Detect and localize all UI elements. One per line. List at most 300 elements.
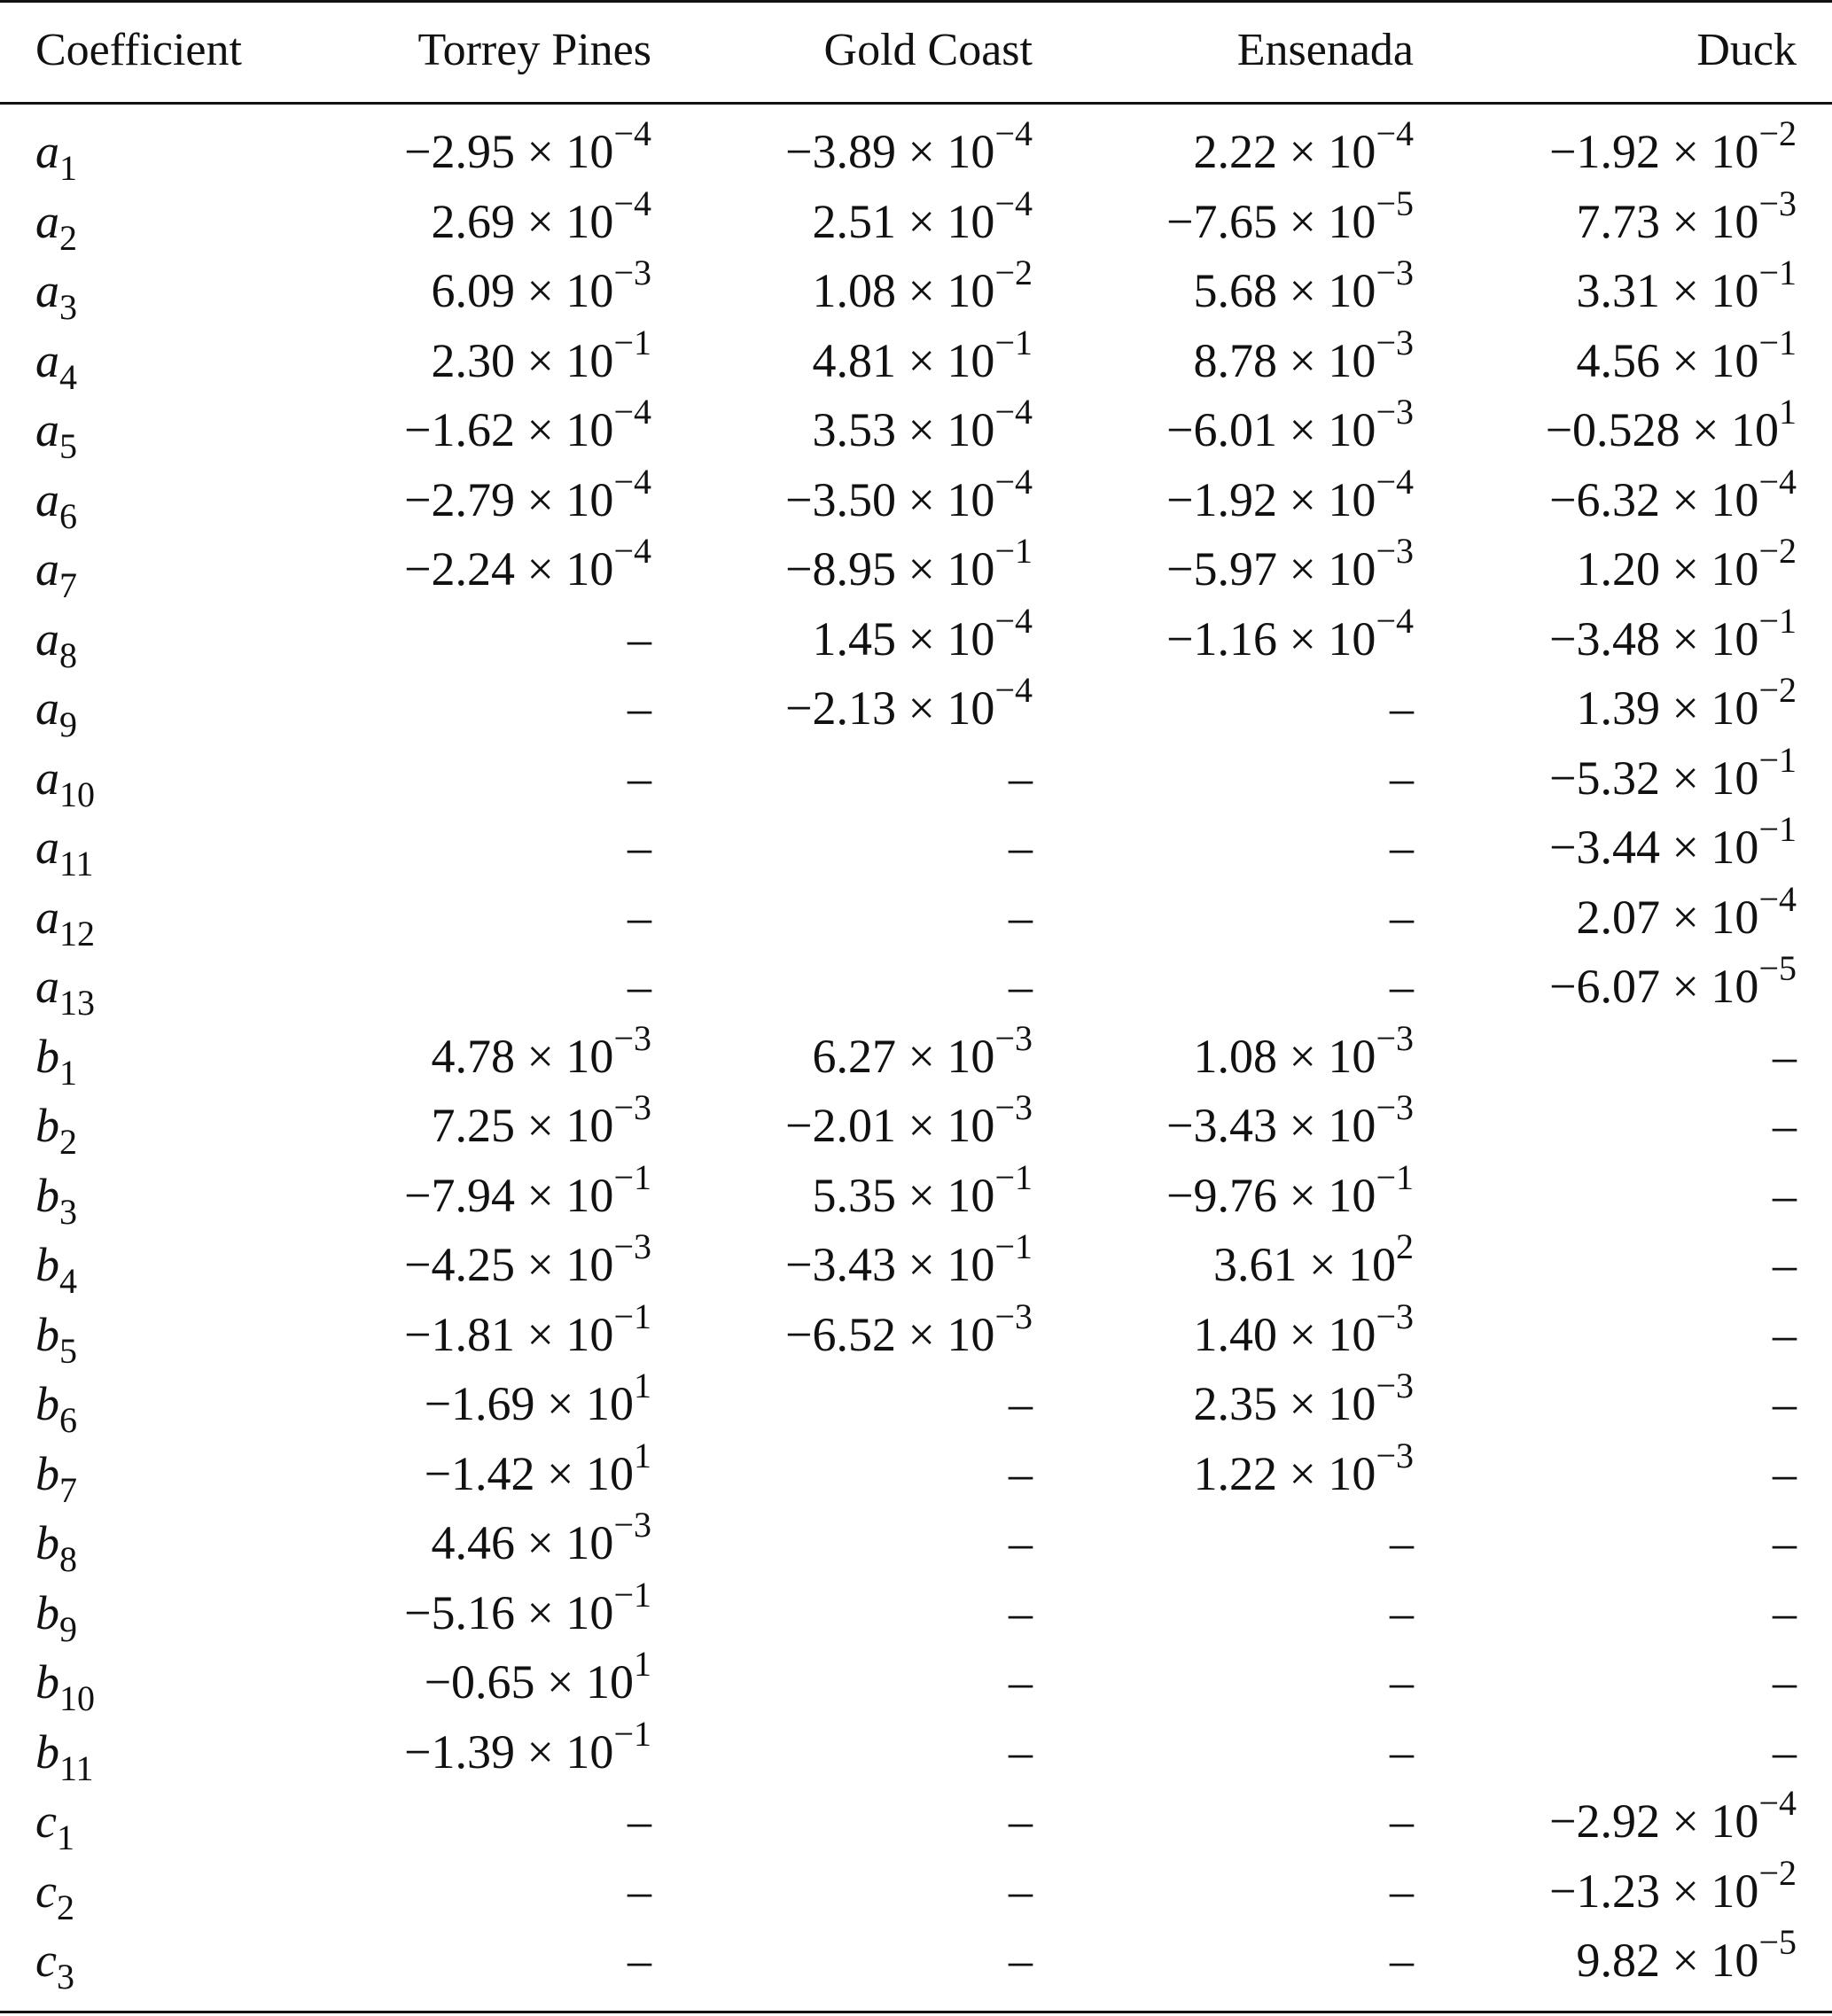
coefficient-subscript: 2 xyxy=(56,1887,74,1927)
cell-duck xyxy=(1414,1578,1832,1648)
empty-marker: – xyxy=(1390,1724,1414,1779)
exponent: −3 xyxy=(1376,1087,1414,1128)
mantissa: 1.40 xyxy=(1193,1307,1277,1361)
exponent: −5 xyxy=(1758,948,1797,989)
times-ten: × 10 xyxy=(1672,751,1759,805)
coefficient-symbol xyxy=(0,1786,301,1856)
exponent: −1 xyxy=(613,322,651,362)
cell-duck xyxy=(1414,809,1832,883)
table-row xyxy=(0,813,1832,883)
cell-gold-coast xyxy=(651,1296,1033,1370)
times-ten: × 10 xyxy=(908,1238,995,1292)
empty-marker: – xyxy=(1773,1655,1797,1709)
cell-duck xyxy=(1414,739,1832,813)
table-row xyxy=(0,1926,1832,1996)
times-ten: × 10 xyxy=(1289,1029,1376,1083)
mantissa: 7.25 xyxy=(431,1099,515,1153)
coefficient-letter: b xyxy=(35,1446,59,1500)
times-ten: × 10 xyxy=(1672,821,1759,875)
mantissa: −3.43 xyxy=(1166,1099,1277,1153)
cell-duck xyxy=(1414,1300,1832,1370)
coefficient-symbol xyxy=(0,1369,301,1439)
table-header xyxy=(0,0,1832,99)
exponent: −1 xyxy=(1758,322,1797,362)
cell-torrey-pines xyxy=(301,743,651,813)
coefficient-subscript: 12 xyxy=(59,913,95,954)
empty-marker: – xyxy=(1009,821,1033,875)
exponent: −3 xyxy=(1758,183,1797,223)
cell-gold-coast xyxy=(651,1156,1033,1231)
mantissa: 1.39 xyxy=(1576,681,1660,736)
exponent: −3 xyxy=(1376,1366,1414,1406)
mantissa: 4.46 xyxy=(431,1516,515,1570)
exponent: −1 xyxy=(994,531,1033,572)
cell-ensenada xyxy=(1033,673,1414,743)
empty-marker: – xyxy=(1390,960,1414,1014)
coefficient-symbol xyxy=(0,883,301,953)
mantissa: −3.48 xyxy=(1549,611,1660,666)
cell-ensenada xyxy=(1033,1296,1414,1370)
mantissa: −6.52 xyxy=(785,1307,896,1361)
coefficient-letter: a xyxy=(35,542,59,596)
times-ten: × 10 xyxy=(1289,194,1376,248)
mantissa: −5.16 xyxy=(404,1585,515,1639)
times-ten: × 10 xyxy=(526,1029,614,1083)
cell-ensenada xyxy=(1033,1156,1414,1231)
cell-gold-coast xyxy=(651,600,1033,674)
cell-gold-coast xyxy=(651,392,1033,465)
times-ten: × 10 xyxy=(1672,125,1759,179)
coefficient-letter: b xyxy=(35,1099,59,1153)
coefficient-subscript: 7 xyxy=(59,565,77,606)
empty-marker: – xyxy=(1009,1794,1033,1849)
mantissa: −5.32 xyxy=(1549,751,1660,805)
empty-marker: – xyxy=(628,1794,651,1849)
coefficient-subscript: 4 xyxy=(59,1261,77,1302)
coefficient-symbol xyxy=(0,256,301,326)
mantissa: 3.53 xyxy=(812,403,896,457)
cell-ensenada xyxy=(1033,743,1414,813)
times-ten: × 10 xyxy=(908,611,995,666)
cell-torrey-pines xyxy=(301,1926,651,1996)
cell-torrey-pines xyxy=(301,392,651,465)
times-ten: × 10 xyxy=(908,333,995,387)
table-row xyxy=(0,1091,1832,1161)
table-row xyxy=(0,1856,1832,1926)
empty-marker: – xyxy=(628,611,651,666)
exponent: −3 xyxy=(1376,253,1414,293)
times-ten: × 10 xyxy=(526,1724,614,1779)
table-body xyxy=(0,99,1832,1996)
cell-ensenada xyxy=(1033,1366,1414,1439)
empty-marker: – xyxy=(1773,1377,1797,1431)
cell-gold-coast xyxy=(651,670,1033,743)
cell-torrey-pines xyxy=(301,813,651,883)
coefficient-letter: c xyxy=(35,1934,57,1988)
empty-marker: – xyxy=(1009,890,1033,944)
mantissa: 2.30 xyxy=(431,333,515,387)
mantissa: −0.528 xyxy=(1545,403,1680,457)
empty-marker: – xyxy=(1009,1446,1033,1500)
coefficient-letter: a xyxy=(35,960,59,1014)
times-ten: × 10 xyxy=(1289,403,1376,457)
coefficient-letter: a xyxy=(35,264,59,318)
mantissa: −1.62 xyxy=(404,403,515,457)
coefficient-symbol xyxy=(0,1926,301,1996)
cell-ensenada xyxy=(1033,1856,1414,1926)
times-ten: × 10 xyxy=(1672,472,1759,526)
cell-duck xyxy=(1414,253,1832,326)
mantissa: −3.43 xyxy=(785,1238,896,1292)
cell-gold-coast xyxy=(651,1786,1033,1856)
cell-torrey-pines xyxy=(301,183,651,257)
cell-duck xyxy=(1414,670,1832,743)
cell-torrey-pines xyxy=(301,604,651,674)
coefficient-symbol xyxy=(0,117,301,187)
times-ten: × 10 xyxy=(908,472,995,526)
mantissa: 1.08 xyxy=(812,264,896,318)
coefficient-subscript: 10 xyxy=(59,1678,95,1719)
coefficient-letter: a xyxy=(35,403,59,457)
table-row xyxy=(0,604,1832,674)
coefficient-letter: b xyxy=(35,1377,59,1431)
mantissa: 5.68 xyxy=(1193,264,1277,318)
table-row xyxy=(0,1439,1832,1509)
cell-gold-coast xyxy=(651,743,1033,813)
empty-marker: – xyxy=(628,1864,651,1918)
table-row xyxy=(0,673,1832,743)
coefficient-symbol xyxy=(0,1508,301,1578)
empty-marker: – xyxy=(1773,1585,1797,1639)
times-ten: × 10 xyxy=(547,1446,634,1500)
mantissa: −1.23 xyxy=(1549,1864,1660,1918)
cell-ensenada xyxy=(1033,1647,1414,1717)
coefficient-letter: a xyxy=(35,194,59,248)
times-ten: × 10 xyxy=(908,1099,995,1153)
mantissa: −2.13 xyxy=(785,681,896,736)
times-ten: × 10 xyxy=(526,542,614,596)
times-ten: × 10 xyxy=(1672,1794,1759,1849)
times-ten: × 10 xyxy=(1672,194,1759,248)
cell-torrey-pines xyxy=(301,531,651,604)
coefficient-symbol xyxy=(0,534,301,604)
coefficient-letter: b xyxy=(35,1516,59,1570)
exponent: −3 xyxy=(613,1505,651,1545)
mantissa: 1.22 xyxy=(1193,1446,1277,1500)
coefficient-symbol xyxy=(0,952,301,1022)
column-header-ensenada: Ensenada xyxy=(1236,24,1414,75)
cell-torrey-pines xyxy=(301,883,651,953)
coefficient-subscript: 11 xyxy=(59,844,94,884)
exponent: 1 xyxy=(634,1366,651,1406)
cell-duck xyxy=(1414,1091,1832,1161)
cell-duck xyxy=(1414,322,1832,396)
exponent: −1 xyxy=(994,1226,1033,1267)
empty-marker: – xyxy=(1390,1794,1414,1849)
exponent: −3 xyxy=(994,1087,1033,1128)
times-ten: × 10 xyxy=(526,1238,614,1292)
times-ten: × 10 xyxy=(526,403,614,457)
times-ten: × 10 xyxy=(1692,403,1779,457)
times-ten: × 10 xyxy=(1289,333,1376,387)
exponent: −4 xyxy=(994,670,1033,711)
cell-ensenada xyxy=(1033,322,1414,396)
exponent: −5 xyxy=(1376,183,1414,223)
times-ten: × 10 xyxy=(1672,1864,1759,1918)
table-row xyxy=(0,743,1832,813)
table-row xyxy=(0,326,1832,396)
coefficient-letter: a xyxy=(35,681,59,736)
cell-ensenada xyxy=(1033,1926,1414,1996)
coefficient-letter: b xyxy=(35,1238,59,1292)
mantissa: 6.27 xyxy=(812,1029,896,1083)
mantissa: 9.82 xyxy=(1576,1934,1660,1988)
times-ten: × 10 xyxy=(526,125,614,179)
coefficient-subscript: 6 xyxy=(59,495,77,536)
exponent: −4 xyxy=(613,461,651,502)
empty-marker: – xyxy=(1009,751,1033,805)
coefficient-subscript: 8 xyxy=(59,634,77,675)
exponent: −4 xyxy=(1758,878,1797,919)
table-row xyxy=(0,1578,1832,1648)
cell-torrey-pines xyxy=(301,1156,651,1231)
cell-ensenada xyxy=(1033,1717,1414,1787)
times-ten: × 10 xyxy=(908,681,995,736)
empty-marker: – xyxy=(1390,890,1414,944)
coefficient-symbol xyxy=(0,1717,301,1787)
exponent: −4 xyxy=(1376,461,1414,502)
mantissa: −1.92 xyxy=(1549,125,1660,179)
times-ten: × 10 xyxy=(1289,125,1376,179)
times-ten: × 10 xyxy=(526,264,614,318)
cell-duck xyxy=(1414,392,1832,465)
column-header-torrey-pines: Torrey Pines xyxy=(417,24,651,75)
mantissa: 4.81 xyxy=(812,333,896,387)
table-row xyxy=(0,1161,1832,1231)
times-ten: × 10 xyxy=(908,1168,995,1222)
times-ten: × 10 xyxy=(1289,1168,1376,1222)
table-row xyxy=(0,952,1832,1022)
cell-duck xyxy=(1414,1230,1832,1300)
coefficient-symbol xyxy=(0,187,301,257)
mantissa: 2.35 xyxy=(1193,1377,1277,1431)
coefficient-symbol xyxy=(0,1161,301,1231)
exponent: 1 xyxy=(634,1435,651,1475)
table-row xyxy=(0,1230,1832,1300)
cell-duck xyxy=(1414,948,1832,1022)
times-ten: × 10 xyxy=(1289,1377,1376,1431)
times-ten: × 10 xyxy=(1289,472,1376,526)
cell-duck xyxy=(1414,878,1832,953)
exponent: −4 xyxy=(994,113,1033,154)
times-ten: × 10 xyxy=(526,1516,614,1570)
empty-marker: – xyxy=(628,751,651,805)
coefficient-letter: c xyxy=(35,1794,57,1849)
cell-gold-coast xyxy=(651,883,1033,953)
coefficient-letter: b xyxy=(35,1029,59,1083)
mantissa: −4.25 xyxy=(404,1238,515,1292)
cell-torrey-pines xyxy=(301,1296,651,1370)
cell-torrey-pines xyxy=(301,1574,651,1648)
coefficient-symbol xyxy=(0,395,301,465)
mantissa: 1.08 xyxy=(1193,1029,1277,1083)
exponent: −4 xyxy=(1758,1783,1797,1824)
cell-torrey-pines xyxy=(301,952,651,1022)
times-ten: × 10 xyxy=(908,403,995,457)
empty-marker: – xyxy=(1773,1168,1797,1222)
empty-marker: – xyxy=(628,890,651,944)
empty-marker: – xyxy=(1009,1864,1033,1918)
cell-gold-coast xyxy=(651,183,1033,257)
exponent: −3 xyxy=(1376,1017,1414,1058)
empty-marker: – xyxy=(1773,1099,1797,1153)
cell-torrey-pines xyxy=(301,1435,651,1509)
mantissa: −7.94 xyxy=(404,1168,515,1222)
table-row xyxy=(0,883,1832,953)
mantissa: −6.01 xyxy=(1166,403,1277,457)
coefficient-subscript: 9 xyxy=(59,1608,77,1649)
empty-marker: – xyxy=(1390,681,1414,736)
coefficient-subscript: 1 xyxy=(56,1818,74,1858)
exponent: −2 xyxy=(1758,113,1797,154)
cell-torrey-pines xyxy=(301,322,651,396)
times-ten: × 10 xyxy=(908,542,995,596)
table-row xyxy=(0,256,1832,326)
empty-marker: – xyxy=(1773,1516,1797,1570)
exponent: −1 xyxy=(1758,600,1797,641)
cell-duck xyxy=(1414,1022,1832,1092)
times-ten: × 10 xyxy=(1672,264,1759,318)
coefficient-symbol xyxy=(0,1091,301,1161)
mantissa: 2.69 xyxy=(431,194,515,248)
times-ten: × 10 xyxy=(526,194,614,248)
cell-torrey-pines xyxy=(301,1786,651,1856)
cell-ensenada xyxy=(1033,1017,1414,1092)
column-header-gold-coast: Gold Coast xyxy=(823,24,1033,75)
cell-torrey-pines xyxy=(301,253,651,326)
exponent: −4 xyxy=(994,183,1033,223)
empty-marker: – xyxy=(1773,1029,1797,1083)
exponent: −1 xyxy=(1758,253,1797,293)
mantissa: −5.97 xyxy=(1166,542,1277,596)
exponent: −3 xyxy=(1376,531,1414,572)
mantissa: −1.92 xyxy=(1166,472,1277,526)
coefficient-subscript: 2 xyxy=(59,1122,77,1163)
cell-gold-coast xyxy=(651,1087,1033,1161)
exponent: −1 xyxy=(613,1713,651,1754)
cell-duck xyxy=(1414,1161,1832,1231)
mantissa: −1.42 xyxy=(424,1446,535,1500)
mantissa: 6.09 xyxy=(431,264,515,318)
cell-torrey-pines xyxy=(301,1017,651,1092)
mantissa: −2.01 xyxy=(785,1099,896,1153)
coefficient-subscript: 13 xyxy=(59,983,95,1024)
times-ten: × 10 xyxy=(1672,611,1759,666)
table-row xyxy=(0,1300,1832,1370)
column-header-duck: Duck xyxy=(1696,24,1797,75)
coefficient-symbol xyxy=(0,1300,301,1370)
mantissa: 4.56 xyxy=(1576,333,1660,387)
exponent: −3 xyxy=(994,1017,1033,1058)
exponent: −1 xyxy=(1758,739,1797,780)
cell-duck xyxy=(1414,1922,1832,1996)
exponent: −4 xyxy=(613,392,651,432)
coefficient-symbol xyxy=(0,743,301,813)
table-spacer xyxy=(0,99,1832,117)
cell-ensenada xyxy=(1033,952,1414,1022)
coefficient-letter: a xyxy=(35,611,59,666)
coefficient-subscript: 10 xyxy=(59,774,95,814)
cell-ensenada xyxy=(1033,183,1414,257)
exponent: −3 xyxy=(1376,322,1414,362)
coefficient-symbol xyxy=(0,673,301,743)
cell-gold-coast xyxy=(651,1369,1033,1439)
empty-marker: – xyxy=(1009,960,1033,1014)
cell-duck xyxy=(1414,1439,1832,1509)
table-row xyxy=(0,117,1832,187)
mantissa: 1.20 xyxy=(1576,542,1660,596)
cell-duck xyxy=(1414,1852,1832,1926)
mantissa: −6.32 xyxy=(1549,472,1660,526)
empty-marker: – xyxy=(1390,751,1414,805)
table-row xyxy=(0,465,1832,535)
coefficient-symbol xyxy=(0,1856,301,1926)
times-ten: × 10 xyxy=(1289,611,1376,666)
cell-gold-coast xyxy=(651,1508,1033,1578)
cell-gold-coast xyxy=(651,1226,1033,1300)
times-ten: × 10 xyxy=(908,194,995,248)
coefficient-subscript: 11 xyxy=(59,1747,94,1788)
times-ten: × 10 xyxy=(1309,1238,1396,1292)
exponent: −1 xyxy=(994,1156,1033,1197)
empty-marker: – xyxy=(1773,1724,1797,1779)
cell-gold-coast xyxy=(651,1578,1033,1648)
times-ten: × 10 xyxy=(526,472,614,526)
exponent: −3 xyxy=(613,253,651,293)
mantissa: −2.79 xyxy=(404,472,515,526)
empty-marker: – xyxy=(1773,1446,1797,1500)
coefficient-subscript: 3 xyxy=(56,1957,74,1997)
coefficient-letter: a xyxy=(35,333,59,387)
cell-gold-coast xyxy=(651,1717,1033,1787)
column-header-coefficient: Coefficient xyxy=(35,24,242,75)
cell-ensenada xyxy=(1033,1578,1414,1648)
table-row xyxy=(0,534,1832,604)
times-ten: × 10 xyxy=(526,1168,614,1222)
exponent: −1 xyxy=(613,1296,651,1336)
mantissa: −1.81 xyxy=(404,1307,515,1361)
cell-gold-coast xyxy=(651,461,1033,535)
coefficient-symbol xyxy=(0,1578,301,1648)
coefficient-subscript: 3 xyxy=(59,287,77,328)
exponent: −1 xyxy=(613,1156,651,1197)
coefficient-symbol xyxy=(0,326,301,396)
mantissa: −6.07 xyxy=(1549,960,1660,1014)
cell-gold-coast xyxy=(651,113,1033,187)
exponent: 1 xyxy=(1779,392,1797,432)
coefficient-subscript: 8 xyxy=(59,1539,77,1580)
cell-duck xyxy=(1414,461,1832,535)
times-ten: × 10 xyxy=(547,1655,634,1709)
cell-ensenada xyxy=(1033,113,1414,187)
bottom-rule xyxy=(0,2011,1832,2013)
exponent: −3 xyxy=(1376,392,1414,432)
empty-marker: – xyxy=(1009,1516,1033,1570)
mantissa: −1.39 xyxy=(404,1724,515,1779)
coefficient-symbol xyxy=(0,1022,301,1092)
cell-ensenada xyxy=(1033,1508,1414,1578)
cell-duck xyxy=(1414,113,1832,187)
